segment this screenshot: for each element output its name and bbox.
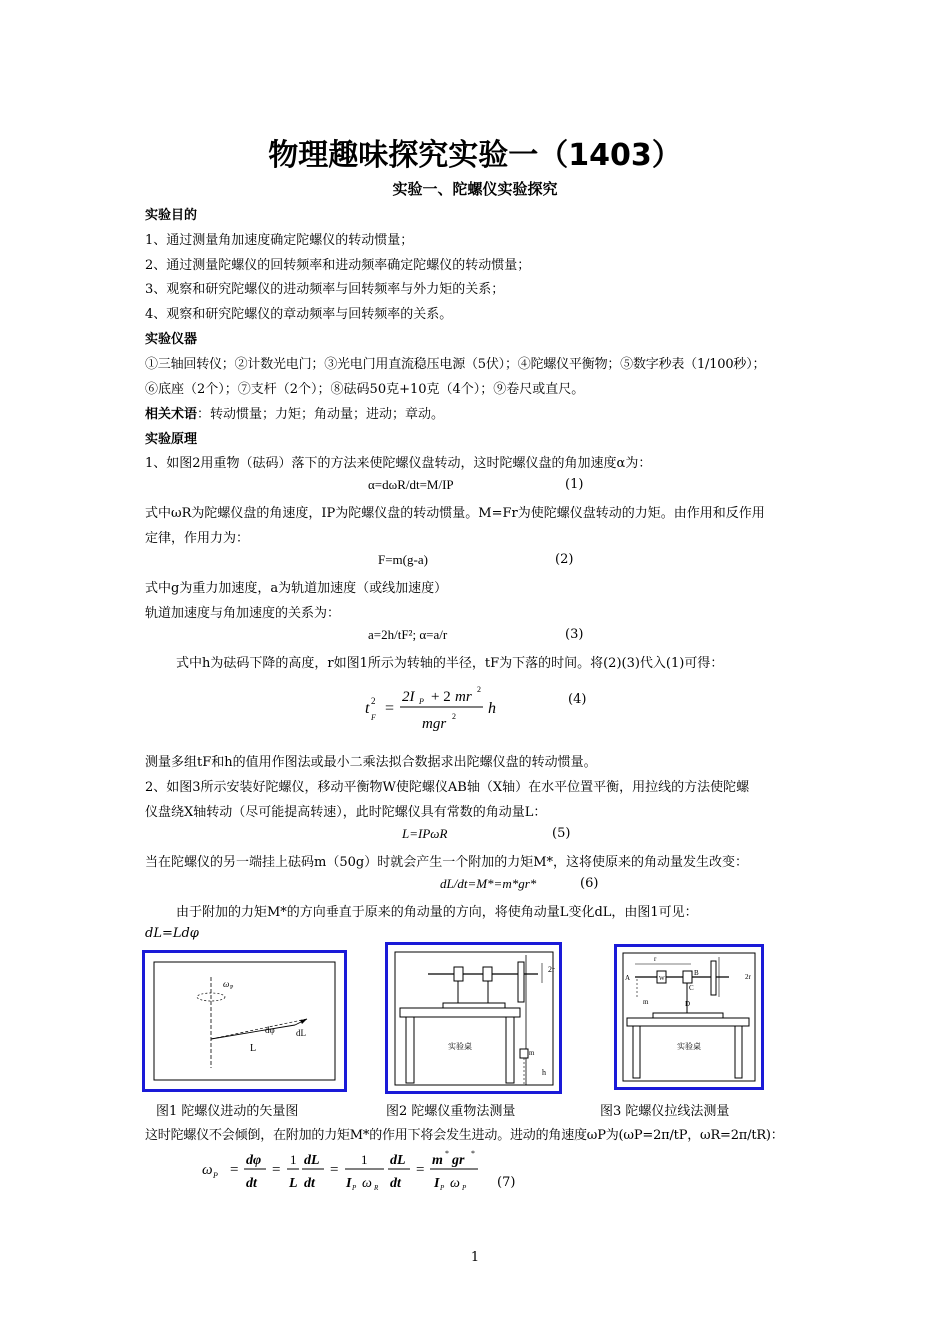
svg-text:dL: dL bbox=[390, 1153, 406, 1168]
equation-5-number: (5) bbox=[552, 826, 571, 841]
equation-1-number: (1) bbox=[565, 477, 584, 492]
equation-6: dL/dt=M*=m*gr* bbox=[440, 876, 537, 891]
principle-para-8: 当在陀螺仪的另一端挂上砝码m（50g）时就会产生一个附加的力矩M*，这将使原来的角动量发生改变： bbox=[145, 855, 749, 870]
svg-text:m: m bbox=[432, 1153, 443, 1168]
svg-text:B: B bbox=[694, 969, 699, 977]
section-purpose: 实验目的 bbox=[145, 208, 198, 223]
instruments-line-2: ⑥底座（2个）；⑦支杆（2个）；⑧砝码50克+10克（4个）；⑨卷尺或直尺。 bbox=[145, 382, 585, 397]
svg-text:2: 2 bbox=[477, 685, 481, 694]
terms-label: 相关术语 bbox=[145, 407, 198, 422]
purpose-item-4: 4、观察和研究陀螺仪的章动频率与回转频率的关系。 bbox=[145, 307, 453, 322]
figure-2-frame bbox=[385, 942, 562, 1094]
equation-7-formula bbox=[200, 1146, 490, 1196]
page-subtitle: 实验一、陀螺仪实验探究 bbox=[392, 180, 558, 198]
figure-3-apparatus bbox=[617, 947, 761, 1087]
svg-text:*: * bbox=[471, 1149, 475, 1158]
principle-para-2a: 式中ωR为陀螺仪盘的角速度，IP为陀螺仪盘的转动惯量。M=Fr为使陀螺仪盘转动的力矩。由作用和反作用 bbox=[145, 506, 765, 521]
figure-2-caption: 图2 陀螺仪重物法测量 bbox=[386, 1104, 516, 1119]
equation-4-formula bbox=[360, 680, 510, 738]
principle-para-1: 1、如图2用重物（砝码）落下的方法来使陀螺仪盘转动，这时陀螺仪盘的角加速度α为： bbox=[145, 456, 652, 471]
svg-text:dL: dL bbox=[304, 1153, 320, 1168]
principle-para-9: 由于附加的力矩M*的方向垂直于原来的角动量的方向，将使角动量L变化dL，由图1可见： bbox=[176, 905, 698, 920]
section-instruments: 实验仪器 bbox=[145, 332, 198, 347]
equation-2-number: (2) bbox=[555, 552, 574, 567]
svg-text:ω: ω bbox=[362, 1176, 372, 1191]
svg-text:2I: 2I bbox=[402, 689, 415, 705]
svg-text:dt: dt bbox=[390, 1176, 401, 1191]
figure-2-table-label: 实验桌 bbox=[448, 1042, 472, 1051]
svg-text:=: = bbox=[272, 1162, 281, 1178]
svg-text:F: F bbox=[371, 713, 376, 722]
svg-text:ω: ω bbox=[450, 1176, 460, 1191]
svg-text:L: L bbox=[289, 1176, 298, 1191]
equation-1: α=dωR/dt=M/IP bbox=[368, 477, 454, 492]
svg-text:h: h bbox=[542, 1068, 546, 1077]
svg-text:P: P bbox=[440, 1184, 445, 1192]
principle-para-7b: 仪盘绕X轴转动（尽可能提高转速），此时陀螺仪具有常数的角动量L： bbox=[145, 805, 547, 820]
svg-text:2r: 2r bbox=[548, 965, 555, 974]
principle-para-10: dL=Ldφ bbox=[145, 926, 199, 941]
svg-text:A: A bbox=[625, 974, 631, 982]
terms-text: ：转动惯量；力矩；角动量；进动；章动。 bbox=[197, 407, 445, 422]
figure-1-caption: 图1 陀螺仪进动的矢量图 bbox=[156, 1104, 299, 1119]
svg-text:mgr: mgr bbox=[422, 716, 447, 732]
page-number: 1 bbox=[470, 1250, 480, 1265]
svg-text:2r: 2r bbox=[745, 973, 751, 981]
svg-text:R: R bbox=[374, 1184, 379, 1192]
svg-text:dL: dL bbox=[296, 1028, 306, 1038]
svg-text:r: r bbox=[654, 955, 657, 963]
svg-text:mr: mr bbox=[455, 689, 472, 705]
svg-text:m: m bbox=[643, 998, 649, 1006]
svg-text:dφ: dφ bbox=[246, 1153, 262, 1168]
terms-line bbox=[145, 403, 444, 422]
figure-1-vector-diagram bbox=[145, 953, 344, 1089]
svg-text:=: = bbox=[330, 1162, 339, 1178]
svg-text:P: P bbox=[230, 985, 234, 991]
svg-text:2: 2 bbox=[371, 696, 376, 706]
purpose-item-2: 2、通过测量陀螺仪的回转频率和进动频率确定陀螺仪的转动惯量； bbox=[145, 258, 531, 273]
figure-2-apparatus bbox=[388, 945, 559, 1091]
svg-text:t: t bbox=[365, 700, 370, 717]
equation-3-number: (3) bbox=[565, 627, 584, 642]
svg-text:h: h bbox=[488, 700, 496, 717]
svg-text:1: 1 bbox=[361, 1152, 368, 1167]
svg-text:P: P bbox=[419, 697, 424, 706]
equation-3: a=2h/tF²; α=a/r bbox=[368, 627, 448, 642]
svg-text:C: C bbox=[689, 984, 694, 992]
principle-para-4: 轨道加速度与角加速度的关系为： bbox=[145, 606, 341, 621]
purpose-item-3: 3、观察和研究陀螺仪的进动频率与回转频率与外力矩的关系； bbox=[145, 282, 505, 297]
svg-text:=: = bbox=[416, 1162, 425, 1178]
figure-3-caption: 图3 陀螺仪拉线法测量 bbox=[600, 1104, 730, 1119]
equation-7-number: (7) bbox=[497, 1175, 516, 1190]
equation-6-number: (6) bbox=[580, 876, 599, 891]
svg-text:gr: gr bbox=[452, 1153, 465, 1168]
principle-para-6: 测量多组tF和h的值用作图法或最小二乘法拟合数据求出陀螺仪盘的转动惯量。 bbox=[145, 755, 597, 770]
svg-text:m: m bbox=[529, 1049, 535, 1057]
svg-text:I: I bbox=[346, 1176, 352, 1191]
equation-5: L=IPωR bbox=[402, 826, 448, 841]
principle-para-3: 式中g为重力加速度，a为轨道加速度（或线加速度） bbox=[145, 581, 448, 596]
svg-text:I: I bbox=[434, 1176, 440, 1191]
principle-para-11: 这时陀螺仪不会倾倒，在附加的力矩M*的作用下将会发生进动。进动的角速度ωP为(ωP=2π/tP，ωR=2π/tR)： bbox=[145, 1128, 784, 1143]
svg-text:+ 2: + 2 bbox=[431, 689, 451, 705]
section-principle: 实验原理 bbox=[145, 432, 198, 447]
figure-1-frame bbox=[142, 950, 347, 1092]
instruments-line-1: ①三轴回转仪；②计数光电门；③光电门用直流稳压电源（5伏）；④陀螺仪平衡物；⑤数字秒表（1/100秒）； bbox=[145, 357, 766, 372]
svg-text:D: D bbox=[685, 1000, 691, 1008]
svg-text:P: P bbox=[213, 1171, 218, 1180]
figure-3-table-label: 实验桌 bbox=[677, 1042, 701, 1051]
purpose-item-1: 1、通过测量角加速度确定陀螺仪的转动惯量； bbox=[145, 233, 414, 248]
svg-text:1: 1 bbox=[290, 1152, 297, 1167]
svg-text:P: P bbox=[352, 1184, 357, 1192]
svg-text:dt: dt bbox=[246, 1176, 257, 1191]
svg-text:2: 2 bbox=[452, 712, 456, 721]
svg-text:dφ: dφ bbox=[265, 1025, 275, 1035]
svg-text:*: * bbox=[445, 1149, 449, 1158]
page-title: 物理趣味探究实验一（1403） bbox=[268, 138, 682, 173]
equation-4-number: (4) bbox=[568, 692, 587, 707]
principle-para-2b: 定律，作用力为： bbox=[145, 531, 250, 546]
svg-text:L: L bbox=[250, 1043, 257, 1054]
svg-text:=: = bbox=[385, 700, 395, 717]
svg-text:=: = bbox=[230, 1162, 239, 1178]
svg-text:W: W bbox=[659, 976, 665, 982]
svg-text:dt: dt bbox=[304, 1176, 315, 1191]
svg-text:ω: ω bbox=[223, 979, 230, 989]
equation-2: F=m(g-a) bbox=[378, 552, 428, 567]
figure-3-frame bbox=[614, 944, 764, 1090]
svg-text:ω: ω bbox=[202, 1162, 213, 1178]
svg-text:P: P bbox=[462, 1184, 467, 1192]
principle-para-7a: 2、如图3所示安装好陀螺仪，移动平衡物W使陀螺仪AB轴（X轴）在水平位置平衡，用拉线的方法使陀螺 bbox=[145, 780, 750, 795]
principle-para-5: 式中h为砝码下降的高度，r如图1所示为转轴的半径，tF为下落的时间。将(2)(3)代入(1)可得： bbox=[176, 656, 724, 671]
